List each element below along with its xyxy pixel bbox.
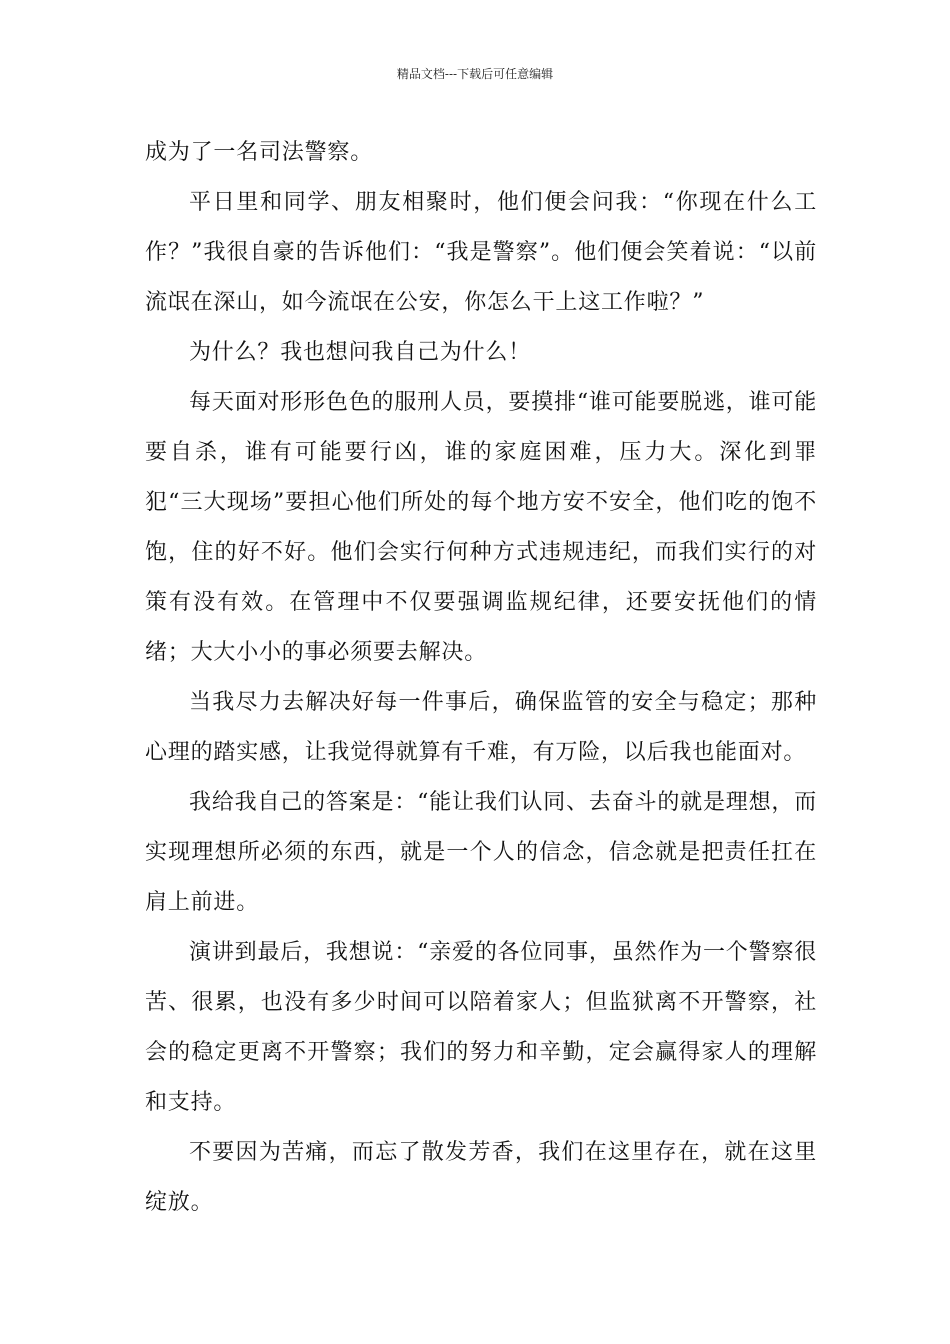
paragraph-3: 为什么？我也想问我自己为什么！ — [189, 340, 532, 365]
paragraph-6: 我给我自己的答案是：“能让我们认同、去奋斗的就是理想，而实现理想所必须的东西，就是一个人的信念，信念就是把责任扛在肩上前进。 — [145, 790, 817, 915]
paragraph-8: 不要因为苦痛，而忘了散发芳香，我们在这里存在，就在这里绽放。 — [145, 1140, 817, 1215]
paragraph-7: 演讲到最后，我想说：“亲爱的各位同事，虽然作为一个警察很苦、很累，也没有多少时间可以陪着家人；但监狱离不开警察，社会的稳定更离不开警察；我们的努力和辛勤，定会赢得家人的理解和支持。 — [145, 940, 817, 1115]
paragraph-1: 成为了一名司法警察。 — [145, 140, 374, 165]
document-body — [145, 128, 817, 1228]
page-header: 精品文档---下载后可任意编辑 — [396, 67, 554, 81]
paragraph-2: 平日里和同学、朋友相聚时，他们便会问我：“你现在什么工作？”我很自豪的告诉他们：“我是警察”。他们便会笑着说：“以前流氓在深山，如今流氓在公安，你怎么干上这工作啦？” — [145, 190, 817, 315]
paragraph-5: 当我尽力去解决好每一件事后，确保监管的安全与稳定；那种心理的踏实感，让我觉得就算有千难，有万险，以后我也能面对。 — [145, 690, 817, 765]
paragraph-4: 每天面对形形色色的服刑人员，要摸排“谁可能要脱逃，谁可能要自杀，谁有可能要行凶，谁的家庭困难，压力大。深化到罪犯“三大现场”要担心他们所处的每个地方安不安全，他们吃的饱不饱，住的好不好。他们会实行何种方式违规违纪，而我们实行的对策有没有效。在管理中不仅要强调监规纪律，还要安抚他们的情绪；大大小小的事必须要去解决。 — [145, 390, 817, 665]
